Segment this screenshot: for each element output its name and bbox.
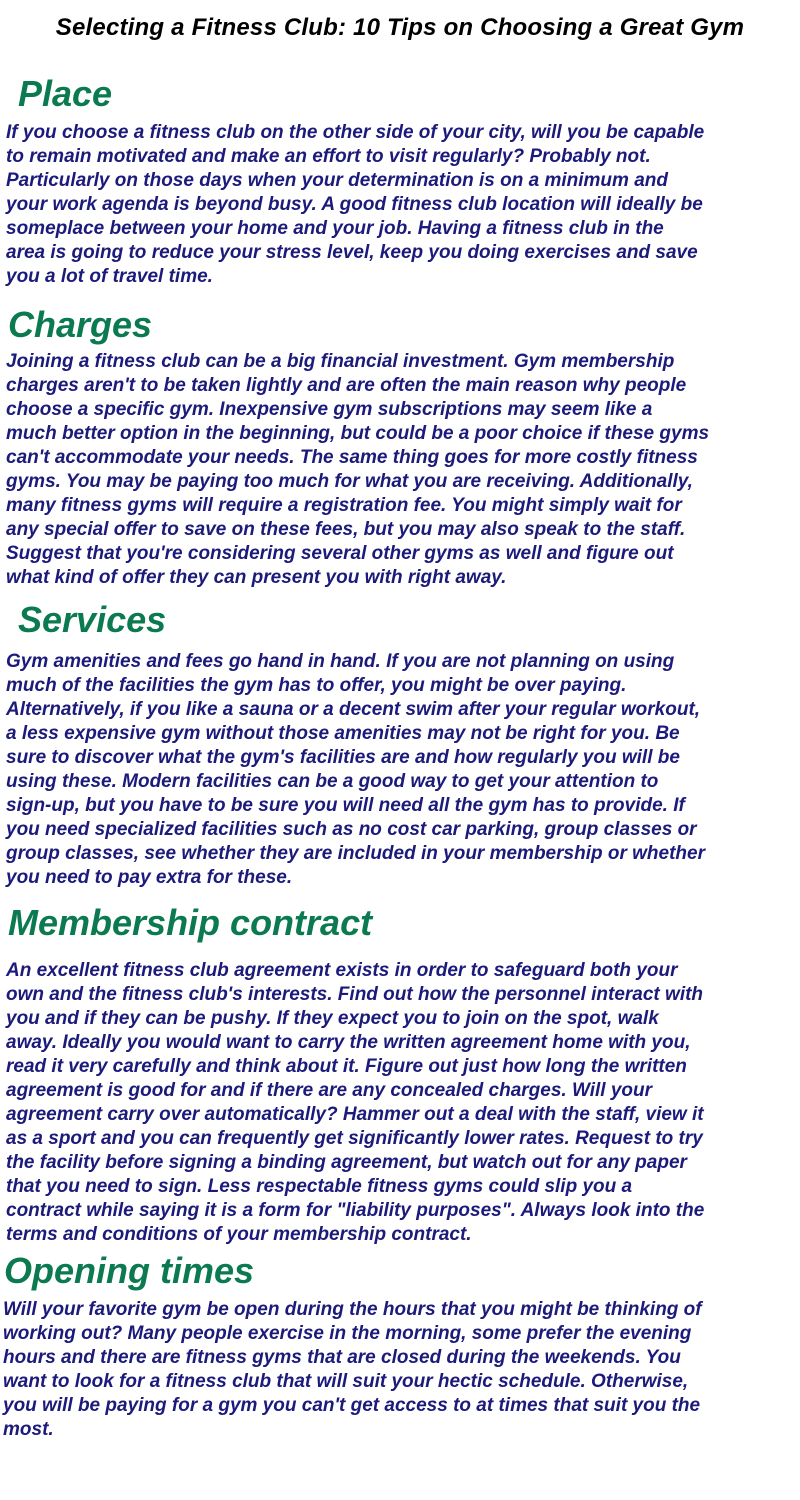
section-body-opening-times: Will your favorite gym be open during the hours that you might be thinking of working out? Many people exercise in the morning, some prefer the evening hours and there are fitness gyms that are closed during the weekends. You want to look for a fitness club that will suit your hectic schedule. Otherwise, you will be paying for a gym you can't get access to at times that suit you the most. [3,1299,702,1440]
section-body-membership-contract: An excellent fitness club agreement exists in order to safeguard both your own and the fitness club's interests. Find out how the personnel interact with you and if they can be pushy. If they expect you to join on the spot, walk away. Ideally you would want to carry the written agreement home with you, read it very carefully and think about it. Figure out just how long the written agreement is good for and if there are any concealed charges. Will your agreement carry over automatically? Hammer out a deal with the staff, view it as a sport and you can frequently get significantly lower rates. Request to try the facility before signing a binding agreement, but watch out for any paper that you need to sign. Less respectable fitness gyms could slip you a contract while saying it is a form for "liability purposes". Always look into the terms and conditions of your membership contract. [6,960,705,1245]
section-heading-membership-contract: Membership contract [8,902,373,943]
section-body-place: If you choose a fitness club on the other side of your city, will you be capable to remain motivated and make an effort to visit regularly? Probably not. Particularly on those days when your determination is on a minimum and your work agenda is beyond busy. A good fitness club location will ideally be someplace between your home and your job. Having a fitness club in the area is going to reduce your stress level, keep you doing exercises and save you a lot of travel time. [6,122,705,287]
section-heading-charges: Charges [8,304,153,345]
section-heading-place: Place [18,73,113,114]
section-body-charges: Joining a fitness club can be a big financial investment. Gym membership charges aren't to be taken lightly and are often the main reason why people choose a specific gym. Inexpensive gym subscriptions may seem like a much better option in the beginning, but could be a poor choice if these gyms can't accommodate your needs. The same thing goes for more costly fitness gyms. You may be paying too much for what you are receiving. Additionally, many fitness gyms will require a registration fee. You might simply wait for any special offer to save on these fees, but you may also speak to the staff. Suggest that you're considering several other gyms as well and figure out what kind of offer they can present you with right away. [6,351,710,588]
section-body-services: Gym amenities and fees go hand in hand. If you are not planning on using much of the facilities the gym has to offer, you might be over paying. Alternatively, if you like a sauna or a decent swim after your regular workout, a less expensive gym without those amenities may not be right for you. Be sure to discover what the gym's facilities are and how regularly you will be using these. Modern facilities can be a good way to get your attention to sign-up, but you have to be sure you will need all the gym has to provide. If you need specialized facilities such as no cost car parking, group classes or group classes, see whether they are included in your membership or whether you need to pay extra for these. [6,651,705,888]
section-heading-services: Services [18,599,167,640]
page-title: Selecting a Fitness Club: 10 Tips on Choosing a Great Gym [55,14,745,41]
section-heading-opening-times: Opening times [4,1250,255,1291]
